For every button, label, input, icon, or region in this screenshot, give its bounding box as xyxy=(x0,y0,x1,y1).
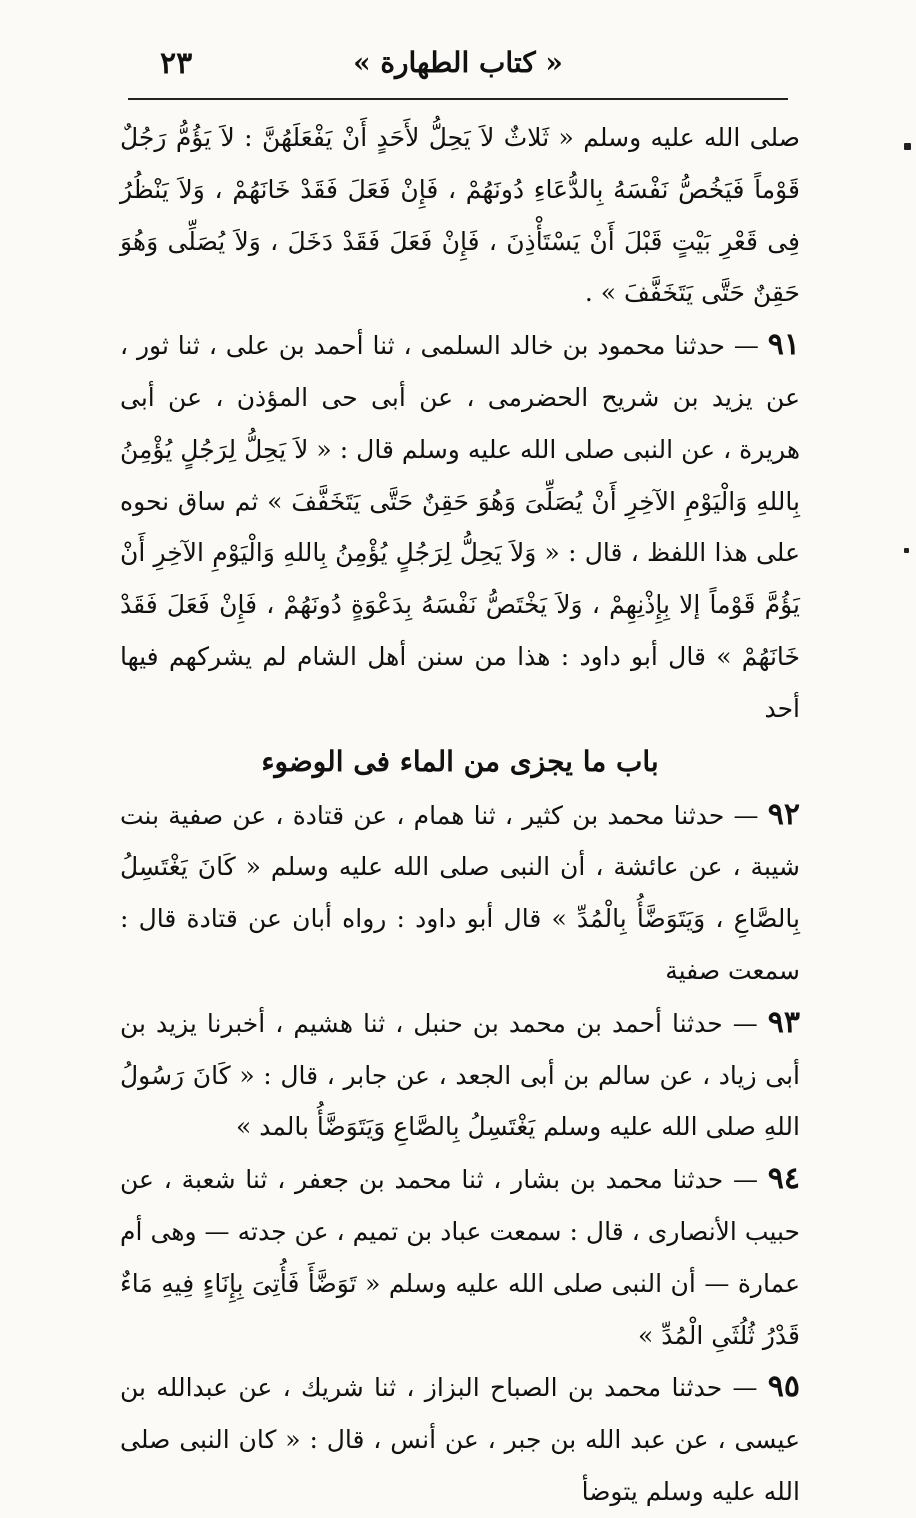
hadith-91 xyxy=(120,319,800,734)
margin-mark-bottom xyxy=(904,548,909,553)
page-body xyxy=(120,112,800,1518)
paragraph-continuation xyxy=(120,112,800,319)
hadith-text: — حدثنا محمد بن الصباح البزاز ، ثنا شريك ، عن عبدالله بن عيسى ، عن عبد الله بن جبر ، عن أنس ، قال : « كان النبى صلى الله عليه وسلم يتوضأ xyxy=(120,1373,800,1506)
hadith-92 xyxy=(120,789,800,997)
hadith-number: ٩٤ xyxy=(767,1161,800,1197)
running-title: « كتاب الطهارة » xyxy=(353,46,563,79)
chapter-heading: باب ما يجزى من الماء فى الوضوء xyxy=(261,744,659,778)
hadith-text: — حدثنا محمود بن خالد السلمى ، ثنا أحمد بن على ، ثنا ثور ، عن يزيد بن شريح الحضرمى ، عن أبى حى المؤذن ، عن أبى هريرة ، عن النبى صلى الله عليه وسلم قال : « لاَ يَحِلُّ لِرَجُلٍ يُؤْمِنُ بِاللهِ وَالْيَوْمِ الآخِرِ أَنْ يُصَلِّىَ وَهُوَ حَقِنٌ حَتَّى يَتَخَفَّفَ » ثم ساق نحوه على هذا اللفظ ، قال : « وَلاَ يَحِلُّ لِرَجُلٍ يُؤْمِنُ بِاللهِ وَالْيَوْمِ الآخِرِ أَنْ يَؤُمَّ قَوْماً إلا بِإِذْنِهِمْ ، وَلاَ يَخْتَصُّ نَفْسَهُ بِدَعْوَةٍ دُونَهُمْ ، فَإِنْ فَعَلَ فَقَدْ خَانَهُمْ » قال أبو داود : هذا من سنن أهل الشام لم يشركهم فيها أحد xyxy=(120,331,800,723)
page-header xyxy=(128,40,788,100)
hadith-93 xyxy=(120,997,800,1153)
hadith-text: — حدثنا محمد بن بشار ، ثنا محمد بن جعفر ، ثنا شعبة ، عن حبيب الأنصارى ، قال : سمعت عباد بن تميم ، عن جدته — وهى أم عمارة — أن النبى صلى الله عليه وسلم « تَوَضَّأَ فَأُتِىَ بِإِنَاءٍ فِيهِ مَاءٌ قَدْرُ ثُلُثَىِ الْمُدِّ » xyxy=(120,1165,800,1350)
hadith-number: ٩٢ xyxy=(767,796,800,832)
page-number: ٢٣ xyxy=(160,46,193,81)
margin-mark-top xyxy=(904,143,911,150)
hadith-number: ٩١ xyxy=(767,327,800,363)
hadith-number: ٩٥ xyxy=(767,1369,800,1405)
hadith-text: — حدثنا أحمد بن محمد بن حنبل ، ثنا هشيم ، أخبرنا يزيد بن أبى زياد ، عن سالم بن أبى الجعد ، عن جابر ، قال : « كَانَ رَسُولُ اللهِ صلى الله عليه وسلم يَغْتَسِلُ بِالصَّاعِ وَيَتَوَضَّأُ بالمد » xyxy=(120,1008,800,1142)
paragraph-text: صلى الله عليه وسلم « ثَلاثٌ لاَ يَحِلُّ لأَحَدٍ أَنْ يَفْعَلَهُنَّ : لاَ يَؤُمُّ رَجُلٌ قَوْماً فَيَخُصُّ نَفْسَهُ بِالدُّعَاءِ دُونَهُمْ ، فَإِنْ فَعَلَ فَقَدْ خَانَهُمْ ، وَلاَ يَنْظُرُ فِى قَعْرِ بَيْتٍ قَبْلَ أَنْ يَسْتَأْذِنَ ، فَإِنْ فَعَلَ فَقَدْ دَخَلَ ، وَلاَ يُصَلِّى وَهُوَ حَقِنٌ حَتَّى يَتَخَفَّفَ » . xyxy=(120,123,800,308)
hadith-94 xyxy=(120,1153,800,1361)
hadith-95 xyxy=(120,1361,800,1517)
hadith-number: ٩٣ xyxy=(767,1004,800,1040)
hadith-text: — حدثنا محمد بن كثير ، ثنا همام ، عن قتادة ، عن صفية بنت شيبة ، عن عائشة ، أن النبى صلى الله عليه وسلم « كَانَ يَغْتَسِلُ بِالصَّاعِ ، وَيَتَوَضَّأُ بِالْمُدِّ » قال أبو داود : رواه أبان عن قتادة قال : سمعت صفية xyxy=(120,800,800,985)
